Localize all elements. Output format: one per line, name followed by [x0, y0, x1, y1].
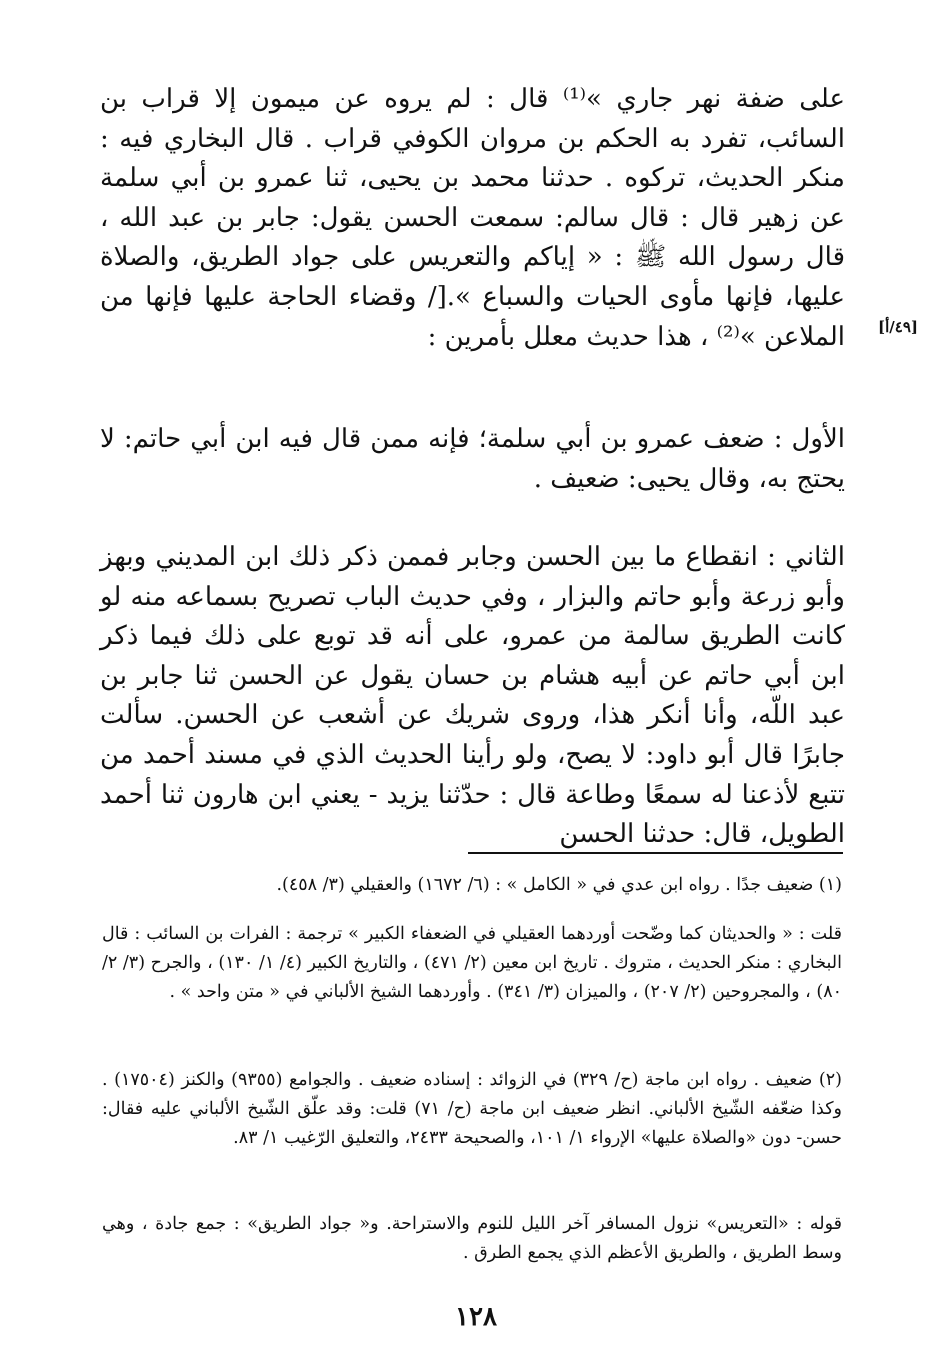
margin-folio-reference: [٤٩/أ] [878, 318, 918, 336]
footnote-2: (٢) ضعيف . رواه ابن ماجة (ح/ ٣٢٩) في الزوائد : إسناده ضعيف . والجوامع (٩٣٥٥) والكنز (١٧٥٠٤) . وكذا ضعّفه الشّيخ الألباني. انظر ضعيف ابن ماجة (ح/ ٧١) قلت: وقد علّق الشّيخ الألباني عليه فقال: حسن- دون «والصلاة عليها» الإرواء ١/ ١٠١، والصحيحة ٢٤٣٣، والتعليق الرّغيب ١/ ٨٣. [102, 1070, 842, 1148]
footnote-gloss: قوله : «التعريس» نزول المسافر آخر الليل للنوم والاستراحة. و« جواد الطريق» : جمع جادة ، وهي وسط الطريق ، والطريق الأعظم الذي يجمع الطرق . [102, 1214, 842, 1263]
page-number: ١٢٨ [455, 1302, 497, 1332]
main-paragraph-3: الثاني : انقطاع ما بين الحسن وجابر فممن ذكر ذلك ابن المديني وبهز وأبو زرعة وأبو حاتم والبزار ، وفي حديث الباب تصريح بسماعه منه لو كانت الطريق سالمة من عمرو، على أنه قد توبع على ذلك فيما ذكر ابن أبي حاتم عن أبيه هشام بن حسان يقول عن الحسن ثنا جابر بن عبد اللّه، وأنا أنكر هذا، وروى شريك عن أشعب عن الحسن. سألت جابرًا قال أبو داود: لا يصح، ولو رأينا الحديث الذي في مسند أحمد من تتبع لأذعنا له سمعًا وطاعة قال : حدّثنا يزيد - يعني ابن هارون ثنا أحمد الطويل، قال: حدثنا الحسن [100, 542, 845, 850]
footnote-1-note: قلت : « والحديثان كما وضّحت أوردهما العقيلي في الضعفاء الكبير » ترجمة : الفرات بن السائب : قال البخاري : منكر الحديث ، متروك . تاريخ ابن معين (٢/ ٤٧١) ، والتاريخ الكبير (٤/ ١/ ١٣٠) ، والجرح (٣/ ٢/ ٨٠) ، والمجروحين (٢/ ٢٠٧) ، والميزان (٣/ ٣٤١) . وأوردهما الشيخ الألباني في « متن واحد » . [102, 924, 842, 1002]
footnote-1: (١) ضعيف جدًا . رواه ابن عدي في « الكامل » : (٦/ ١٦٧٢) والعقيلي (٣/ ٤٥٨). [276, 875, 842, 895]
main-paragraph-1: على ضفة نهر جاري »⁽¹⁾ قال : لم يروه عن ميمون إلا قراب بن السائب، تفرد به الحكم بن مروان الكوفي قراب . قال البخاري فيه : منكر الحديث، تركوه . حدثنا محمد بن يحيى، ثنا عمرو بن أبي سلمة عن زهير قال : قال سالم: سمعت الحسن يقول: جابر بن عبد الله ، قال رسول الله ﷺ : « إياكم والتعريس على جواد الطريق، والصلاة عليها، فإنها مأوى الحيات والسباع ».[/ وقضاء الحاجة عليها فإنها من الملاعن »⁽²⁾ ، هذا حديث معلل بأمرين : [100, 84, 845, 352]
main-paragraph-2: الأول : ضعف عمرو بن أبي سلمة؛ فإنه ممن قال فيه ابن أبي حاتم: لا يحتج به، وقال يحيى: ضعيف . [100, 424, 845, 494]
footnote-separator [468, 852, 843, 854]
